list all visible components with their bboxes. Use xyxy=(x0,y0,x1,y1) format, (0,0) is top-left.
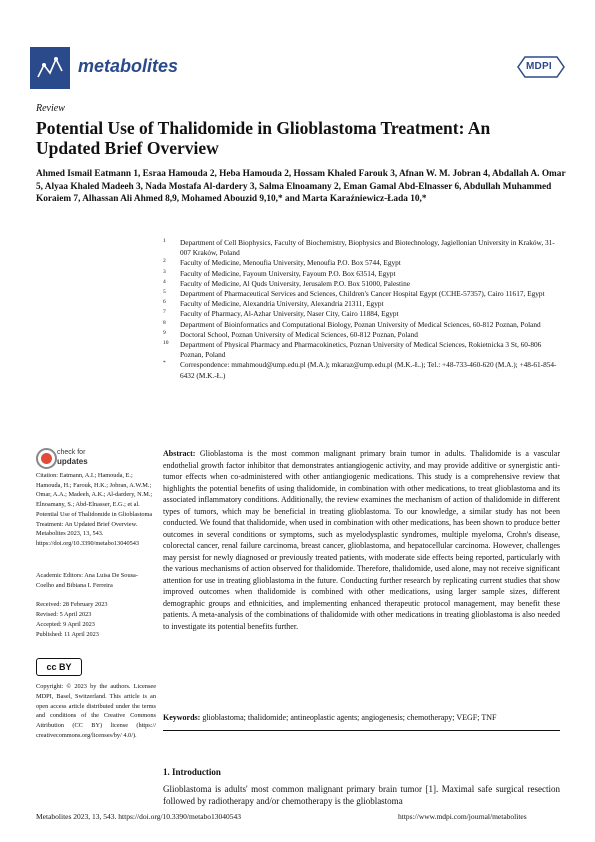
footer-journal-url[interactable]: https://www.mdpi.com/journal/metabolites xyxy=(398,812,527,821)
affiliation: 2 Faculty of Medicine, Menoufia University, Menoufia P.O. Box 5744, Egypt xyxy=(163,258,401,268)
mdpi-logo[interactable] xyxy=(517,56,565,78)
affiliation: 10 Department of Physical Pharmacy and Pharmacokinetics, Poznan University of Medical Sciences, Rokietnicka 3 St, 60-806 Poznan, Poland xyxy=(163,340,542,360)
abstract-label: Abstract: xyxy=(163,449,196,458)
affiliation: 4 Faculty of Medicine, Al Quds University, Jerusalem P.O. Box 51000, Palestine xyxy=(163,278,410,288)
date-revised: Revised: 5 April 2023 xyxy=(36,611,92,618)
journal-logo xyxy=(30,47,70,89)
affiliation: 6 Faculty of Medicine, Alexandria University, Alexandria 21311, Egypt xyxy=(163,299,384,309)
article-type: Review xyxy=(36,103,65,114)
academic-editors: Academic Editors: Ana Luisa De Sousa-Coelho and Bibiana I. Ferreira xyxy=(36,572,138,589)
section-heading: 1. Introduction xyxy=(163,767,221,777)
keywords xyxy=(163,712,560,723)
author-list: Ahmed Ismail Eatmann 1, Esraa Hamouda 2, Heba Hamouda 2, Hossam Khaled Farouk 3, Afnan W. M. Jobran 4, Abdallah A. Omar 5, Alyaa Khaled Madeeh 3, Nada Mostafa Al-dardery 3, Salma Elnoamany 2, Eman Gamal Abd-Elnasser 6, Abdullah Muhammed Koraiem 7, Alhassan Ali Ahmed 8,9, Mohamed Abouzid 9,10,* and Marta Karaźniewicz-Łada 10,* xyxy=(36,169,566,204)
check-updates-icon[interactable] xyxy=(36,448,57,469)
journal-name[interactable]: metabolites xyxy=(78,56,179,76)
copyright-text: Copyright: © 2023 by the authors. Licensee MDPI, Basel, Switzerland. This article is an open access article distributed under the terms and conditions of the Creative Commons Attribution (CC BY) license (https:// creativecommons.org/licenses/by/ 4.0/). xyxy=(36,683,156,739)
affiliation: 8 Department of Bioinformatics and Computational Biology, Poznan University of Medical Sciences, 60-812 Poznan, Poland xyxy=(163,319,541,329)
affiliations xyxy=(163,238,563,381)
abstract xyxy=(163,448,560,632)
date-published: Published: 11 April 2023 xyxy=(36,631,99,638)
mdpi-text: MDPI xyxy=(526,61,552,72)
cc-license-icon[interactable]: cc BY xyxy=(36,658,82,676)
affiliation: 1 Department of Cell Biophysics, Faculty of Biochemistry, Biophysics and Biotechnology, Jagiellonian University in Kraków, 31-007 Kraków, Poland xyxy=(163,238,555,258)
paper-title: Potential Use of Thalidomide in Glioblastoma Treatment: An Updated Brief Overview xyxy=(36,118,491,158)
affiliation: 9 Doctoral School, Poznan University of Medical Sciences, 60-812 Poznan, Poland xyxy=(163,329,418,339)
keywords-label: Keywords: xyxy=(163,713,201,722)
intro-paragraph: Glioblastoma is adults' most common malignant primary brain tumor [1]. Maximal safe surgical resection followed by radiotherapy and/or chemotherapy is the glioblastoma xyxy=(163,784,560,806)
section-divider xyxy=(163,730,560,731)
check-updates-label[interactable]: check for updates xyxy=(57,449,88,466)
affiliation: 3 Faculty of Medicine, Fayoum University, Fayoum P.O. Box 63514, Egypt xyxy=(163,268,396,278)
affiliation: 5 Department of Pharmaceutical Services and Sciences, Children's Cancer Hospital Egypt (CCHE-57357), Cairo 11617, Egypt xyxy=(163,289,545,299)
abstract-text: Glioblastoma is the most common malignant primary brain tumor in adults. Thalidomide is a vascular endothelial growth factor inhibitor that demonstrates antiangiogenic activity, and may provide additive or synergistic anti-tumor effects when co-administered with other antiangiogenic medications. This study is a comprehensive review that highlights the potential benefits of using thalidomide, in combination with other medications, to treat glioblastoma and its associated inflammatory conditions. Additionally, the review examines the mechanism of action of thalidomide in different types of tumors, which may be beneficial in treating glioblastoma. To our knowledge, a similar study has not been conducted. We found that thalidomide, when used in combination with other medications, has been shown to produce better outcomes in several conditions or symptoms, such as myelodysplastic syndromes, multiple myeloma, Crohn's disease, colorectal cancer, renal failure carcinoma, breast cancer, glioblastoma, and hepatocellular carcinoma. However, challenges may persist for newly diagnosed or previously treated patients, with moderate side effects being reported, particularly with the various mechanisms of action observed for thalidomide. Therefore, thalidomide, used alone, may not receive significant attention for use in treating glioblastoma in the future. Conducting further research by replicating current studies that show improved outcomes when thalidomide is combined with other medications, using larger sample sizes, different demographic groups and ethnicities, and implementing enhanced therapeutic protocol management, may benefit these patients. A meta-analysis of the combinations of thalidomide with other medications in treating glioblastoma is also needed to investigate its potential benefits further. xyxy=(163,449,560,631)
dates-block xyxy=(36,600,156,640)
affiliation: 7 Faculty of Pharmacy, Al-Azhar University, Naser City, Cairo 11884, Egypt xyxy=(163,309,399,319)
citation-block: Citation: Eatmann, A.I.; Hamouda, E.; Hamouda, H.; Farouk, H.K.; Jobran, A.W.M.; Omar, A.A.; Madeeh, A.K.; Al-dardery, N.M.; Elnoamany, S.; Abd-Elnasser, E.G.; et al. Potential Use of Thalidomide in Glioblastoma Treatment: An Updated Brief Overview. Metabolites 2023, 13, 543. https://doi.org/10.3390/metabo13040543 xyxy=(36,472,153,547)
date-received: Received: 28 February 2023 xyxy=(36,601,108,608)
date-accepted: Accepted: 9 April 2023 xyxy=(36,621,95,628)
correspondence: * Correspondence: mmahmoud@ump.edu.pl (M.A.); mkaraz@ump.edu.pl (M.K.-Ł.); Tel.: +48-733-460-620 (M.A.); +48-61-854-6432 (M.K.-Ł.) xyxy=(163,360,557,380)
keywords-text: glioblastoma; thalidomide; antineoplastic agents; angiogenesis; chemotherapy; VEGF; TNF xyxy=(202,713,497,722)
footer-citation[interactable]: Metabolites 2023, 13, 543. https://doi.org/10.3390/metabo13040543 xyxy=(36,812,242,821)
